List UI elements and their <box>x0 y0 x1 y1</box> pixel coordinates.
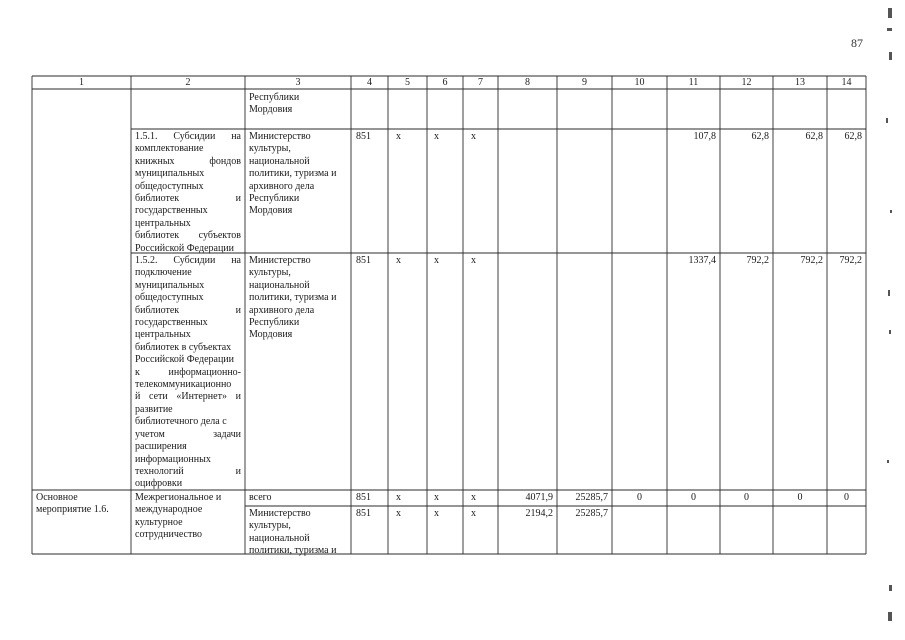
main-activity-1-6-col11: 0 <box>691 492 696 503</box>
description-line: телекоммуникационно <box>135 379 232 391</box>
subsidy-1-5-2-vr: x <box>471 255 476 266</box>
description-line: книжных фондов <box>135 155 241 167</box>
description-line: 1.5.2. Субсидии на <box>135 255 241 266</box>
subsidy-1-5-1-description <box>135 131 241 255</box>
description-line: общедоступных <box>135 180 204 192</box>
subsidy-1-5-2-col14: 792,2 <box>839 255 862 266</box>
description-line: Российской Федерации <box>135 354 235 366</box>
header-col-13: 13 <box>795 77 805 88</box>
main-activity-1-6-executor-rz-pr: x <box>396 508 401 519</box>
header-col-4: 4 <box>367 77 372 88</box>
description-line: технологий и <box>135 465 241 477</box>
description-line: Российской Федерации <box>135 242 235 254</box>
header-col-7: 7 <box>478 77 483 88</box>
description-line: муниципальных <box>135 279 205 291</box>
subsidy-1-5-1-col12: 62,8 <box>751 131 769 142</box>
subsidy-1-5-1-rz-pr: x <box>396 131 401 142</box>
main-activity-1-6-executor-grbs: 851 <box>356 508 371 519</box>
description-line: библиотек в субъектах <box>135 341 232 353</box>
description-line: й сети «Интернет» и <box>135 391 241 403</box>
description-line: государственных <box>135 205 208 217</box>
description-line: 1.5.1. Субсидии на <box>135 131 241 142</box>
subsidy-1-5-2-executor: Министерство культуры, национальной политики, туризма и архивного дела Республики Мордовия <box>249 255 337 341</box>
description-line: развитие <box>135 403 173 415</box>
main-activity-1-6-executor-col9: 25285,7 <box>575 508 608 519</box>
subsidy-1-5-1-vr: x <box>471 131 476 142</box>
page-number: 87 <box>851 36 863 50</box>
header-col-2: 2 <box>185 77 191 88</box>
header-col-8: 8 <box>525 77 530 88</box>
subsidy-1-5-1-grbs: 851 <box>356 131 371 142</box>
description-line: оцифровки <box>135 478 183 490</box>
description-line: общедоступных <box>135 292 204 304</box>
continued-executor-cell: Республики Мордовия <box>249 92 300 116</box>
subsidy-1-5-2-col13: 792,2 <box>800 255 823 266</box>
main-activity-1-6-executor-csr: x <box>434 508 439 519</box>
header-col-10: 10 <box>634 77 645 88</box>
header-col-9: 9 <box>582 77 587 88</box>
description-line: библиотек и <box>135 304 241 316</box>
description-line: государственных <box>135 317 208 329</box>
subsidy-1-5-2-rz-pr: x <box>396 255 401 266</box>
main-activity-1-6-col9: 25285,7 <box>575 492 608 503</box>
main-activity-1-6-description: Межрегиональное и международное культурное сотрудничество <box>135 492 222 541</box>
header-col-5: 5 <box>405 77 410 88</box>
description-line: информационных <box>135 453 211 465</box>
main-activity-1-6-label: Основное мероприятие 1.6. <box>36 492 109 516</box>
main-activity-1-6-col13: 0 <box>797 492 803 503</box>
header-col-11: 11 <box>688 77 699 88</box>
header-col-12: 12 <box>741 77 752 88</box>
description-line: библиотечного дела с <box>135 416 227 428</box>
main-activity-1-6-col8: 4071,9 <box>525 492 553 503</box>
header-col-14: 14 <box>841 77 852 88</box>
subsidy-1-5-1-csr: x <box>434 131 439 142</box>
subsidy-1-5-1-col14: 62,8 <box>844 131 862 142</box>
main-activity-1-6-total-label: всего <box>249 492 272 503</box>
main-activity-1-6-executor-vr: x <box>471 508 476 519</box>
description-line: библиотек субъектов <box>135 230 241 242</box>
header-col-3: 3 <box>295 77 301 88</box>
main-activity-1-6-csr: x <box>434 492 439 503</box>
main-activity-1-6-rz-pr: x <box>396 492 401 503</box>
description-line: подключение <box>135 267 192 279</box>
main-activity-1-6-col14: 0 <box>844 492 849 503</box>
description-line: к информационно- <box>135 366 241 378</box>
subsidy-1-5-2-grbs: 851 <box>356 255 371 266</box>
description-line: расширения <box>135 441 187 453</box>
main-activity-1-6-vr: x <box>471 492 476 503</box>
main-activity-1-6-executor-col8: 2194,2 <box>525 508 553 519</box>
description-line: библиотек и <box>135 193 241 205</box>
main-activity-1-6-grbs: 851 <box>356 492 371 503</box>
subsidy-1-5-2-col11: 1337,4 <box>688 255 716 266</box>
description-line: центральных <box>135 217 191 229</box>
header-col-1: 1 <box>79 77 84 88</box>
main-activity-1-6-executor: Министерство культуры, национальной политики, туризма и <box>249 508 337 557</box>
subsidy-1-5-1-col13: 62,8 <box>805 131 823 142</box>
header-col-6: 6 <box>442 77 448 88</box>
subsidy-1-5-2-description <box>135 255 241 491</box>
subsidy-1-5-1-col11: 107,8 <box>693 131 716 142</box>
description-line: центральных <box>135 329 191 341</box>
description-line: комплектование <box>135 143 204 155</box>
description-line: учетом задачи <box>135 428 241 440</box>
main-activity-1-6-col10: 0 <box>637 492 642 503</box>
subsidy-1-5-2-col12: 792,2 <box>746 255 769 266</box>
subsidy-1-5-2-csr: x <box>434 255 439 266</box>
description-line: муниципальных <box>135 168 205 180</box>
main-activity-1-6-col12: 0 <box>744 492 749 503</box>
subsidy-1-5-1-executor: Министерство культуры, национальной политики, туризма и архивного дела Республики Мордовия <box>249 131 337 217</box>
